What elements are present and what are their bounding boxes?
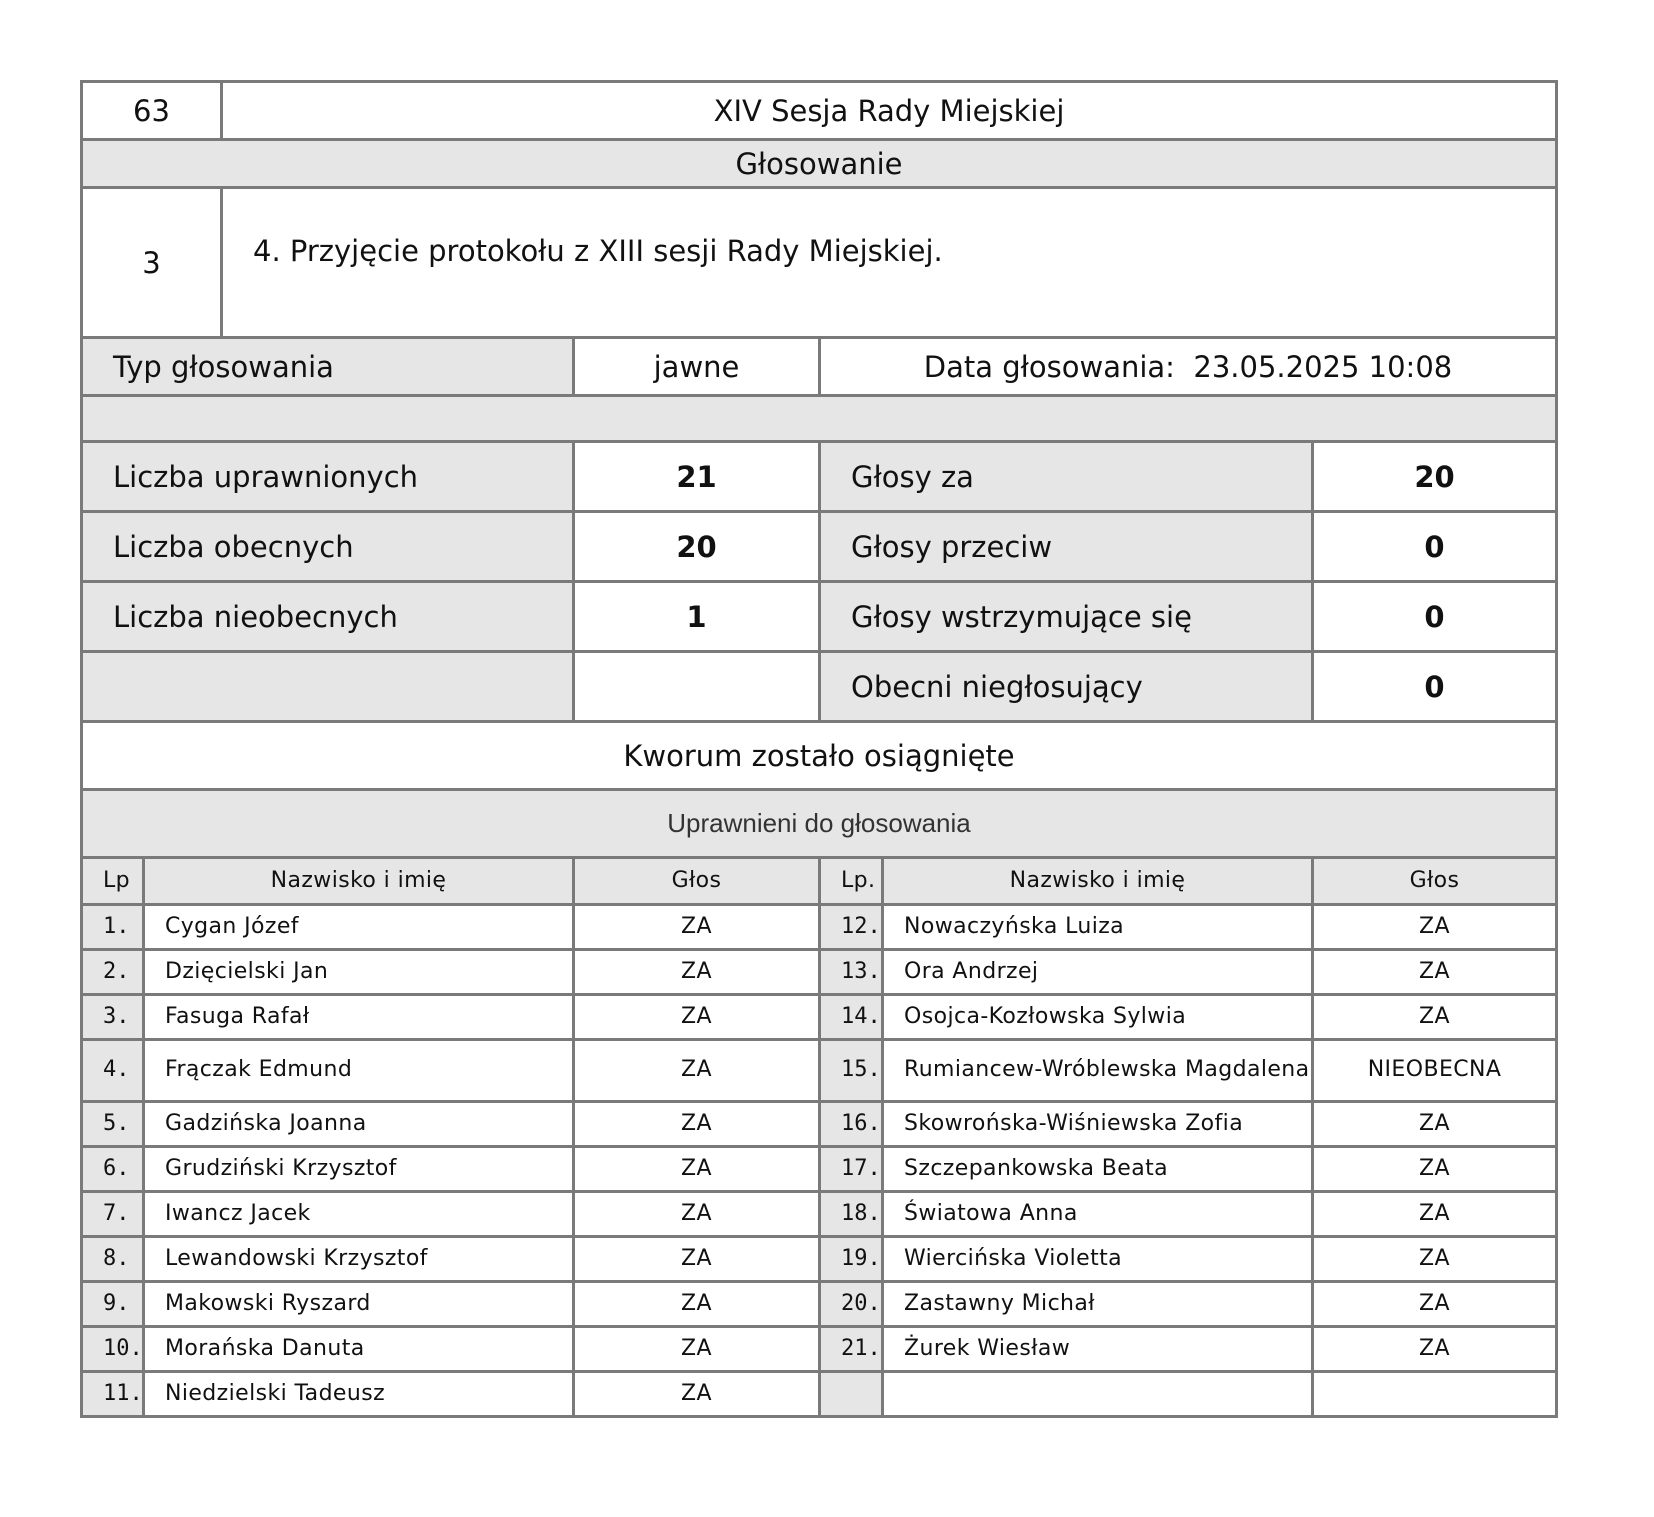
voter-lp: 11. (82, 1372, 144, 1417)
voter-lp: 8. (82, 1237, 144, 1282)
voter-vote: ZA (574, 1147, 820, 1192)
table-row (82, 1237, 1557, 1282)
voter-lp: 21. (820, 1327, 883, 1372)
nonvoting-value: 0 (1313, 652, 1557, 722)
voter-name: Wiercińska Violetta (883, 1237, 1313, 1282)
voter-name: Lewandowski Krzysztof (144, 1237, 574, 1282)
voter-lp: 2. (82, 950, 144, 995)
voter-name (883, 1372, 1313, 1417)
abstain-value: 0 (1313, 582, 1557, 652)
section-title: Głosowanie (82, 140, 1557, 188)
voter-vote (1313, 1372, 1557, 1417)
vote-date (820, 338, 1557, 396)
table-row (82, 995, 1557, 1040)
voter-vote: ZA (1313, 1147, 1557, 1192)
nonvoting-label: Obecni niegłosujący (820, 652, 1313, 722)
voting-report (80, 80, 1558, 1418)
voter-vote: ZA (1313, 1282, 1557, 1327)
against-value: 0 (1313, 512, 1557, 582)
table-row (82, 1327, 1557, 1372)
empty-value-cell (574, 652, 820, 722)
empty-label-cell (82, 652, 574, 722)
voter-vote: ZA (1313, 1192, 1557, 1237)
session-header (80, 80, 1558, 339)
voter-name: Rumiancew-Wróblewska Magdalena (883, 1040, 1313, 1102)
voter-name: Nowaczyńska Luiza (883, 905, 1313, 950)
table-row (82, 1040, 1557, 1102)
voter-name: Zastawny Michał (883, 1282, 1313, 1327)
voter-name: Iwancz Jacek (144, 1192, 574, 1237)
voter-vote: ZA (574, 1237, 820, 1282)
session-number: 63 (82, 82, 222, 140)
vote-type-label: Typ głosowania (82, 338, 574, 396)
voter-vote: ZA (1313, 1237, 1557, 1282)
voter-lp: 19. (820, 1237, 883, 1282)
voter-vote: ZA (574, 905, 820, 950)
voter-name: Fasuga Rafał (144, 995, 574, 1040)
voters-table (80, 856, 1558, 1418)
session-title: XIV Sesja Rady Miejskiej (222, 82, 1557, 140)
col-lp-right: Lp. (820, 858, 883, 905)
table-row (82, 950, 1557, 995)
voter-lp: 9. (82, 1282, 144, 1327)
voter-name: Gadzińska Joanna (144, 1102, 574, 1147)
voter-lp: 4. (82, 1040, 144, 1102)
table-row (82, 1372, 1557, 1417)
voter-name: Niedzielski Tadeusz (144, 1372, 574, 1417)
vote-stats (80, 440, 1558, 859)
voter-vote: ZA (1313, 1102, 1557, 1147)
table-row (82, 1147, 1557, 1192)
vote-type-row (80, 336, 1558, 443)
voters-table-header (82, 858, 1557, 905)
abstain-label: Głosy wstrzymujące się (820, 582, 1313, 652)
voter-lp: 16. (820, 1102, 883, 1147)
voter-lp: 1. (82, 905, 144, 950)
voter-vote: ZA (574, 1372, 820, 1417)
voter-name: Żurek Wiesław (883, 1327, 1313, 1372)
voter-vote: ZA (574, 1102, 820, 1147)
voter-lp: 7. (82, 1192, 144, 1237)
voter-lp: 3. (82, 995, 144, 1040)
table-row (82, 905, 1557, 950)
voter-name: Morańska Danuta (144, 1327, 574, 1372)
table-row (82, 1192, 1557, 1237)
col-vote-left: Głos (574, 858, 820, 905)
for-value: 20 (1313, 442, 1557, 512)
list-title: Uprawnieni do głosowania (82, 790, 1557, 858)
quorum-status: Kworum zostało osiągnięte (82, 722, 1557, 790)
voter-lp: 13. (820, 950, 883, 995)
voter-lp: 6. (82, 1147, 144, 1192)
voter-lp: 5. (82, 1102, 144, 1147)
item-title: 4. Przyjęcie protokołu z XIII sesji Rady Miejskiej. (222, 188, 1557, 338)
voter-vote: ZA (1313, 950, 1557, 995)
voter-name: Grudziński Krzysztof (144, 1147, 574, 1192)
voter-vote: ZA (574, 1040, 820, 1102)
table-row (82, 1102, 1557, 1147)
vote-date-value: 23.05.2025 10:08 (1193, 349, 1453, 384)
table-row (82, 1282, 1557, 1327)
voter-lp: 10. (82, 1327, 144, 1372)
present-value: 20 (574, 512, 820, 582)
for-label: Głosy za (820, 442, 1313, 512)
col-name-left: Nazwisko i imię (144, 858, 574, 905)
eligible-value: 21 (574, 442, 820, 512)
voter-name: Makowski Ryszard (144, 1282, 574, 1327)
voter-name: Osojca-Kozłowska Sylwia (883, 995, 1313, 1040)
col-name-right: Nazwisko i imię (883, 858, 1313, 905)
voter-vote: ZA (574, 950, 820, 995)
voter-lp: 12. (820, 905, 883, 950)
voter-lp: 14. (820, 995, 883, 1040)
voter-name: Szczepankowska Beata (883, 1147, 1313, 1192)
voter-vote: ZA (574, 1282, 820, 1327)
voter-lp: 20. (820, 1282, 883, 1327)
voter-name: Skowrońska-Wiśniewska Zofia (883, 1102, 1313, 1147)
voter-vote: ZA (1313, 1327, 1557, 1372)
col-lp-left: Lp (82, 858, 144, 905)
eligible-label: Liczba uprawnionych (82, 442, 574, 512)
voter-lp: 15. (820, 1040, 883, 1102)
vote-date-label: Data głosowania: (923, 349, 1175, 384)
absent-label: Liczba nieobecnych (82, 582, 574, 652)
voter-vote: ZA (574, 995, 820, 1040)
voter-name: Światowa Anna (883, 1192, 1313, 1237)
voter-vote: ZA (574, 1327, 820, 1372)
voter-lp (820, 1372, 883, 1417)
vote-type-value: jawne (574, 338, 820, 396)
voter-vote: ZA (1313, 995, 1557, 1040)
item-number: 3 (82, 188, 222, 338)
against-label: Głosy przeciw (820, 512, 1313, 582)
voter-name: Frączak Edmund (144, 1040, 574, 1102)
present-label: Liczba obecnych (82, 512, 574, 582)
voter-name: Cygan Józef (144, 905, 574, 950)
voter-name: Dzięcielski Jan (144, 950, 574, 995)
absent-value: 1 (574, 582, 820, 652)
voter-vote: ZA (574, 1192, 820, 1237)
voter-name: Ora Andrzej (883, 950, 1313, 995)
voter-vote: NIEOBECNA (1313, 1040, 1557, 1102)
col-vote-right: Głos (1313, 858, 1557, 905)
spacer-row (82, 396, 1557, 442)
voter-lp: 17. (820, 1147, 883, 1192)
voter-vote: ZA (1313, 905, 1557, 950)
voter-lp: 18. (820, 1192, 883, 1237)
